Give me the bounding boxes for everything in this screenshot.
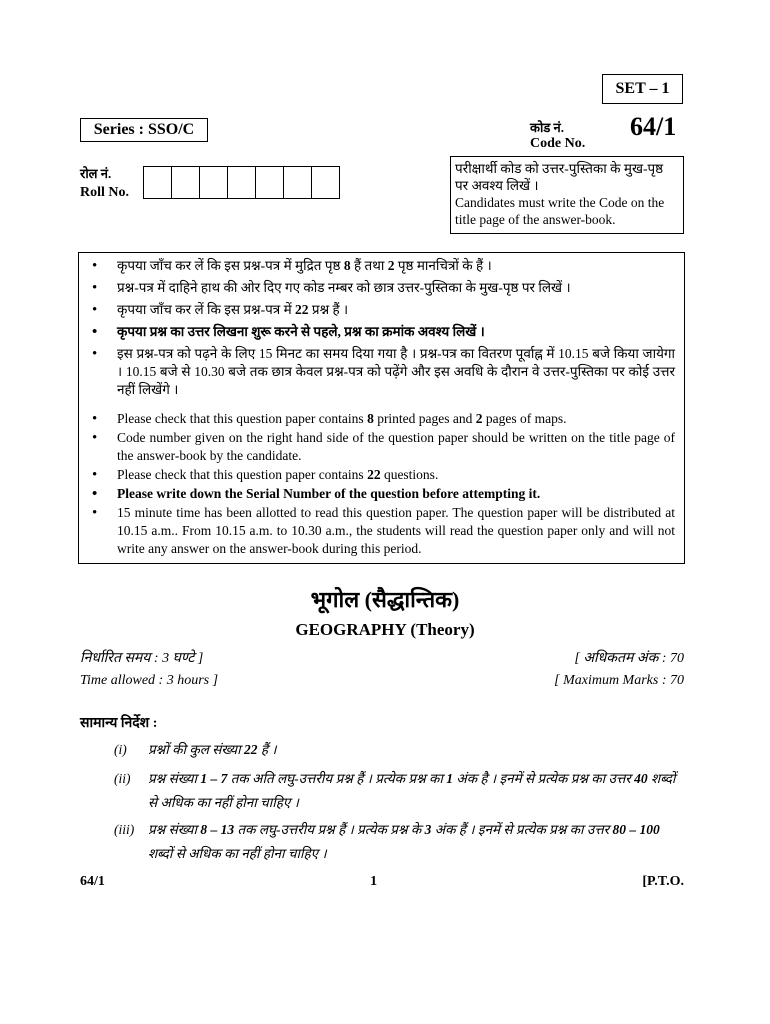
max-marks-english: [ Maximum Marks : 70 <box>554 673 684 688</box>
series-label: Series : SSO/C <box>80 118 208 142</box>
general-instruction-item: (iii) प्रश्न संख्या 8 – 13 तक लघु-उत्तरीय प्रश्न हैं । प्रत्येक प्रश्न के 3 अंक हैं । इनमें से प्रत्येक प्रश्न का उत्तर 80 – 100 शब्दों से अधिक का नहीं होना चाहिए । <box>114 822 660 861</box>
candidate-note-english: Candidates must write the Code on the title page of the answer-book. <box>455 195 665 227</box>
instruction-item: • कृपया प्रश्न का उत्तर लिखना शुरू करने से पहले, प्रश्न का क्रमांक अवश्य लिखें । <box>91 323 675 341</box>
roll-cell[interactable] <box>171 166 200 199</box>
code-label-hindi: कोड नं. <box>530 120 565 135</box>
instruction-item: • प्रश्न-पत्र में दाहिने हाथ की ओर दिए गए कोड नम्बर को छात्र उत्तर-पुस्तिका के मुख-पृष्ठ पर लिखें । <box>91 279 675 297</box>
instructions-box <box>78 252 685 564</box>
roll-cell[interactable] <box>199 166 228 199</box>
code-label-english: Code No. <box>530 136 586 151</box>
subject-title-english: GEOGRAPHY (Theory) <box>295 620 475 639</box>
roll-number-boxes[interactable] <box>144 166 340 199</box>
page-number: 1 <box>370 874 378 889</box>
general-instructions-heading: सामान्य निर्देश : <box>80 716 158 731</box>
instructions-hindi <box>91 257 675 399</box>
page-footer <box>80 874 684 890</box>
roll-label-english: Roll No. <box>80 185 129 200</box>
general-instruction-item: (ii) प्रश्न संख्या 1 – 7 तक अति लघु-उत्तरीय प्रश्न हैं । प्रत्येक प्रश्न का 1 अंक है । इनमें से प्रत्येक प्रश्न का उत्तर 40 शब्दों से अधिक का नहीं होना चाहिए । <box>114 771 676 810</box>
instruction-item: • Please check that this question paper contains 22 questions. <box>91 466 675 484</box>
instruction-item: • Please write down the Serial Number of the question before attempting it. <box>91 485 675 503</box>
pto-label: [P.T.O. <box>642 874 684 889</box>
set-label: SET – 1 <box>602 74 683 104</box>
candidate-note-box <box>450 156 684 234</box>
max-marks-hindi: [ अधिकतम अंक : 70 <box>574 651 684 666</box>
roll-cell[interactable] <box>311 166 340 199</box>
footer-code: 64/1 <box>80 874 105 889</box>
subject-title-hindi: भूगोल (सैद्धान्तिक) <box>310 587 460 612</box>
time-allowed-english: Time allowed : 3 hours ] <box>80 673 219 688</box>
candidate-note-hindi: परीक्षार्थी कोड को उत्तर-पुस्तिका के मुख-पृष्ठ पर अवश्य लिखें । <box>455 161 664 193</box>
time-allowed-hindi: निर्धारित समय : 3 घण्टे ] <box>80 651 204 666</box>
roll-cell[interactable] <box>255 166 284 199</box>
instruction-item: • 15 minute time has been allotted to read this question paper. The question paper will be distributed at 10.15 a.m.. From 10.15 a.m. to 10.30 a.m., the students will read the question paper only and will not write any answer on the answer-book during this period. <box>91 504 675 558</box>
instruction-item: • Code number given on the right hand side of the question paper should be written on the title page of the answer-book by the candidate. <box>91 429 675 465</box>
general-instruction-item: (i) प्रश्नों की कुल संख्या 22 हैं । <box>114 742 277 757</box>
instruction-item: • इस प्रश्न-पत्र को पढ़ने के लिए 15 मिनट का समय दिया गया है । प्रश्न-पत्र का वितरण पूर्वाह्न में 10.15 बजे किया जायेगा । 10.15 बजे से 10.30 बजे तक छात्र केवल प्रश्न-पत्र को पढ़ेंगे और इस अवधि के दौरान वे उत्तर-पुस्तिका पर कोई उत्तर नहीं लिखेंगे । <box>91 345 675 399</box>
instruction-item: • कृपया जाँच कर लें कि इस प्रश्न-पत्र में 22 प्रश्न हैं । <box>91 301 675 319</box>
time-marks-hindi <box>80 648 684 667</box>
roll-label-hindi: रोल नं. <box>80 166 112 181</box>
code-number: 64/1 <box>630 112 677 141</box>
roll-cell[interactable] <box>227 166 256 199</box>
instructions-english <box>91 410 675 558</box>
roll-cell[interactable] <box>143 166 172 199</box>
time-marks-english <box>80 673 684 689</box>
instruction-item: • कृपया जाँच कर लें कि इस प्रश्न-पत्र में मुद्रित पृष्ठ 8 हैं तथा 2 पृष्ठ मानचित्रों के हैं । <box>91 257 675 275</box>
roll-cell[interactable] <box>283 166 312 199</box>
instruction-item: • Please check that this question paper contains 8 printed pages and 2 pages of maps. <box>91 410 675 428</box>
